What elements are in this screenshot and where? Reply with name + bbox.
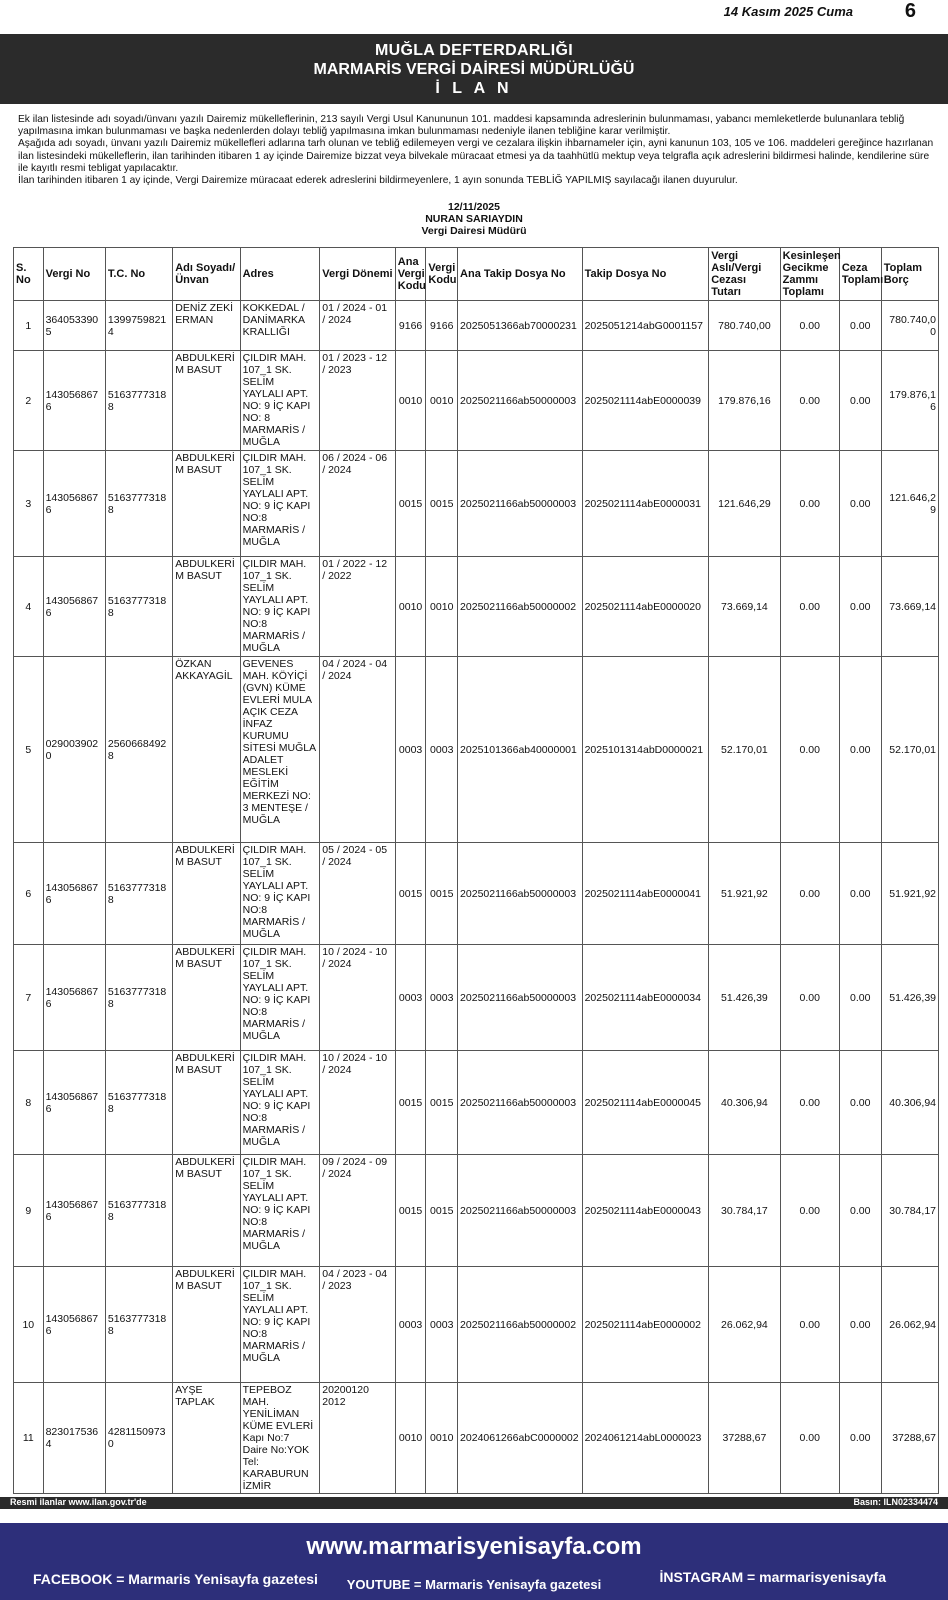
facebook-text: FACEBOOK = Marmaris Yenisayfa gazetesi — [33, 1571, 318, 1587]
cell-ceza: 0.00 — [839, 1267, 881, 1383]
cell-atd: 2025021166ab50000002 — [458, 557, 583, 657]
cell-tc: 13997598214 — [105, 301, 172, 351]
cell-sno: 11 — [14, 1383, 44, 1494]
cell-vno: 1430568676 — [43, 451, 105, 557]
cell-per: 01 / 2023 - 12 / 2023 — [320, 351, 396, 451]
cell-sno: 4 — [14, 557, 44, 657]
cell-tutar: 51.921,92 — [709, 843, 780, 945]
cell-addr: ÇILDIR MAH. 107_1 SK. SELİM YAYLALI APT. NO: 9 İÇ KAPI NO:8 MARMARİS / MUĞLA — [240, 843, 320, 945]
cell-top: 51.426,39 — [881, 945, 938, 1051]
cell-ana: 0015 — [395, 1051, 426, 1155]
cell-atd: 2025021166ab50000002 — [458, 1267, 583, 1383]
newspaper-ad-bar — [0, 1523, 948, 1600]
footer-strip — [0, 1497, 948, 1509]
cell-name: ABDULKERİM BASUT — [173, 945, 240, 1051]
cell-per: 10 / 2024 - 10 / 2024 — [320, 945, 396, 1051]
cell-top: 73.669,14 — [881, 557, 938, 657]
cell-addr: ÇILDIR MAH. 107_1 SK. SELİM YAYLALI APT. NO: 9 İÇ KAPI NO:8 MARMARİS / MUĞLA — [240, 1155, 320, 1267]
banner-line-3: İ L A N — [435, 80, 513, 97]
cell-ceza: 0.00 — [839, 1383, 881, 1494]
cell-per: 05 / 2024 - 05 / 2024 — [320, 843, 396, 945]
cell-tc: 51637773188 — [105, 843, 172, 945]
cell-kod: 0010 — [426, 557, 458, 657]
cell-ana: 0010 — [395, 557, 426, 657]
cell-sno: 6 — [14, 843, 44, 945]
cell-gz: 0.00 — [780, 451, 839, 557]
table-row — [14, 1051, 939, 1155]
cell-ana: 0010 — [395, 351, 426, 451]
column-header: Kesinleşen Gecikme Zammı Toplamı — [780, 248, 839, 301]
cell-ana: 9166 — [395, 301, 426, 351]
table-row — [14, 351, 939, 451]
cell-addr: GEVENES MAH. KÖYİÇİ (GVN) KÜME EVLERİ MULA AÇIK CEZA İNFAZ KURUMU SİTESİ MUĞLA ADALET MESLEKİ EĞİTİM MERKEZİ NO: 3 MENTEŞE / MUĞLA — [240, 657, 320, 843]
cell-sno: 8 — [14, 1051, 44, 1155]
notice-intro — [18, 114, 938, 187]
cell-atd: 2025021166ab50000003 — [458, 945, 583, 1051]
column-header: Adı Soyadı/ Ünvan — [173, 248, 240, 301]
cell-ceza: 0.00 — [839, 657, 881, 843]
cell-per: 04 / 2024 - 04 / 2024 — [320, 657, 396, 843]
cell-ceza: 0.00 — [839, 1155, 881, 1267]
table-row — [14, 557, 939, 657]
cell-kod: 9166 — [426, 301, 458, 351]
column-header: Adres — [240, 248, 320, 301]
cell-td: 2025021114abE0000045 — [582, 1051, 709, 1155]
cell-td: 2025051214abG0001157 — [582, 301, 709, 351]
cell-kod: 0015 — [426, 1051, 458, 1155]
cell-ana: 0003 — [395, 945, 426, 1051]
intro-paragraph-1: Ek ilan listesinde adı soyadı/ünvanı yazılı Dairemiz mükelleflerinin, 213 sayılı Vergi Usul Kanununun 101. maddesi kapsamında adreslerinin bulunmaması, yabancı memleketlerde bulunanlara tebliğ yapılmasına imkan bulunmaması ve başka nedenlerden dolayı tebliğ yapılmasına imkan bulunmaması nedeniyle ilanen tebliğine karar verilmiştir. — [18, 114, 905, 138]
table-row — [14, 945, 939, 1051]
page-number: 6 — [904, 0, 916, 22]
cell-td: 2025021114abE0000020 — [582, 557, 709, 657]
cell-vno: 1430568676 — [43, 351, 105, 451]
table-row — [14, 1383, 939, 1494]
table-row — [14, 657, 939, 843]
cell-tutar: 73.669,14 — [709, 557, 780, 657]
cell-addr: KOKKEDAL / DANİMARKA KRALLIĞI — [240, 301, 320, 351]
cell-sno: 2 — [14, 351, 44, 451]
cell-gz: 0.00 — [780, 1383, 839, 1494]
cell-top: 51.921,92 — [881, 843, 938, 945]
cell-name: AYŞE TAPLAK — [173, 1383, 240, 1494]
cell-atd: 2025021166ab50000003 — [458, 451, 583, 557]
cell-kod: 0015 — [426, 451, 458, 557]
cell-tc: 51637773188 — [105, 1267, 172, 1383]
cell-name: ABDULKERİM BASUT — [173, 1267, 240, 1383]
official-notice-link[interactable]: Resmi ilanlar www.ilan.gov.tr'de — [10, 1497, 147, 1507]
cell-top: 26.062,94 — [881, 1267, 938, 1383]
cell-gz: 0.00 — [780, 301, 839, 351]
issue-date: 14 Kasım 2025 Cuma — [723, 4, 853, 19]
cell-tc: 51637773188 — [105, 945, 172, 1051]
cell-ana: 0003 — [395, 1267, 426, 1383]
column-header: Toplam Borç — [881, 248, 938, 301]
cell-gz: 0.00 — [780, 557, 839, 657]
cell-ceza: 0.00 — [839, 351, 881, 451]
column-header: Vergi No — [43, 248, 105, 301]
cell-gz: 0.00 — [780, 351, 839, 451]
page-header — [0, 0, 948, 34]
cell-atd: 2025101366ab40000001 — [458, 657, 583, 843]
cell-atd: 2025021166ab50000003 — [458, 351, 583, 451]
cell-td: 2025021114abE0000043 — [582, 1155, 709, 1267]
cell-name: ÖZKAN AKKAYAGİL — [173, 657, 240, 843]
cell-atd: 2025021166ab50000003 — [458, 1051, 583, 1155]
cell-sno: 5 — [14, 657, 44, 843]
cell-tutar: 179.876,16 — [709, 351, 780, 451]
youtube-text: YOUTUBE = Marmaris Yenisayfa gazetesi — [346, 1577, 602, 1592]
cell-ana: 0010 — [395, 1383, 426, 1494]
cell-ceza: 0.00 — [839, 843, 881, 945]
cell-per: 01 / 2024 - 01 / 2024 — [320, 301, 396, 351]
cell-td: 2024061214abL0000023 — [582, 1383, 709, 1494]
cell-gz: 0.00 — [780, 1267, 839, 1383]
column-header: S. No — [14, 248, 44, 301]
cell-vno: 1430568676 — [43, 1155, 105, 1267]
cell-name: ABDULKERİM BASUT — [173, 451, 240, 557]
cell-top: 40.306,94 — [881, 1051, 938, 1155]
cell-kod: 0003 — [426, 945, 458, 1051]
cell-gz: 0.00 — [780, 843, 839, 945]
cell-kod: 0010 — [426, 1383, 458, 1494]
cell-addr: ÇILDIR MAH. 107_1 SK. SELİM YAYLALI APT. NO: 9 İÇ KAPI NO:8 MARMARİS / MUĞLA — [240, 1051, 320, 1155]
cell-tc: 51637773188 — [105, 1155, 172, 1267]
cell-ana: 0015 — [395, 451, 426, 557]
cell-addr: ÇILDIR MAH. 107_1 SK. SELİM YAYLALI APT. NO: 9 İÇ KAPI NO:8 MARMARİS / MUĞLA — [240, 557, 320, 657]
cell-top: 52.170,01 — [881, 657, 938, 843]
cell-tc: 51637773188 — [105, 1051, 172, 1155]
cell-ana: 0015 — [395, 1155, 426, 1267]
cell-vno: 3640533905 — [43, 301, 105, 351]
column-header: Takip Dosya No — [582, 248, 709, 301]
cell-tutar: 26.062,94 — [709, 1267, 780, 1383]
cell-tc: 51637773188 — [105, 557, 172, 657]
banner-line-1: MUĞLA DEFTERDARLIĞI — [375, 42, 573, 59]
column-header: Vergi Aslı/Vergi Cezası Tutarı — [709, 248, 780, 301]
cell-tutar: 30.784,17 — [709, 1155, 780, 1267]
cell-sno: 7 — [14, 945, 44, 1051]
cell-per: 10 / 2024 - 10 / 2024 — [320, 1051, 396, 1155]
table-body — [14, 301, 939, 1494]
cell-td: 2025021114abE0000002 — [582, 1267, 709, 1383]
column-header: T.C. No — [105, 248, 172, 301]
cell-per: 09 / 2024 - 09 / 2024 — [320, 1155, 396, 1267]
cell-addr: ÇILDIR MAH. 107_1 SK. SELİM YAYLALI APT. NO: 9 İÇ KAPI NO:8 MARMARİS / MUĞLA — [240, 1267, 320, 1383]
cell-kod: 0015 — [426, 1155, 458, 1267]
table-row — [14, 843, 939, 945]
cell-ceza: 0.00 — [839, 945, 881, 1051]
taxpayer-table — [13, 247, 939, 1494]
cell-td: 2025021114abE0000039 — [582, 351, 709, 451]
cell-kod: 0003 — [426, 1267, 458, 1383]
table-row — [14, 451, 939, 557]
cell-gz: 0.00 — [780, 945, 839, 1051]
cell-tutar: 121.646,29 — [709, 451, 780, 557]
cell-atd: 2025051366ab70000231 — [458, 301, 583, 351]
cell-addr: ÇILDIR MAH. 107_1 SK. SELİM YAYLALI APT. NO: 9 İÇ KAPI NO:8 MARMARİS / MUĞLA — [240, 451, 320, 557]
table-row — [14, 1267, 939, 1383]
cell-top: 179.876,16 — [881, 351, 938, 451]
cell-name: ABDULKERİM BASUT — [173, 1155, 240, 1267]
cell-vno: 1430568676 — [43, 1267, 105, 1383]
cell-ceza: 0.00 — [839, 301, 881, 351]
cell-atd: 2025021166ab50000003 — [458, 843, 583, 945]
cell-top: 37288,67 — [881, 1383, 938, 1494]
cell-top: 780.740,00 — [881, 301, 938, 351]
cell-per: 20200120 2012 — [320, 1383, 396, 1494]
taxpayer-table-wrapper — [13, 247, 939, 1494]
cell-sno: 1 — [14, 301, 44, 351]
cell-name: ABDULKERİM BASUT — [173, 1051, 240, 1155]
cell-gz: 0.00 — [780, 1155, 839, 1267]
table-row — [14, 301, 939, 351]
cell-tc: 51637773188 — [105, 351, 172, 451]
cell-name: ABDULKERİM BASUT — [173, 351, 240, 451]
cell-td: 2025101314abD0000021 — [582, 657, 709, 843]
cell-kod: 0003 — [426, 657, 458, 843]
cell-per: 06 / 2024 - 06 / 2024 — [320, 451, 396, 557]
instagram-text: İNSTAGRAM = marmarisyenisayfa — [659, 1569, 886, 1585]
signature-block — [0, 201, 948, 237]
cell-td: 2025021114abE0000041 — [582, 843, 709, 945]
cell-tc: 51637773188 — [105, 451, 172, 557]
cell-tc: 25606684928 — [105, 657, 172, 843]
cell-vno: 1430568676 — [43, 843, 105, 945]
cell-td: 2025021114abE0000031 — [582, 451, 709, 557]
table-row — [14, 1155, 939, 1267]
cell-per: 04 / 2023 - 04 / 2023 — [320, 1267, 396, 1383]
cell-vno: 1430568676 — [43, 1051, 105, 1155]
cell-kod: 0015 — [426, 843, 458, 945]
cell-tutar: 52.170,01 — [709, 657, 780, 843]
website-link[interactable]: www.marmarisyenisayfa.com — [306, 1533, 642, 1560]
column-header: Ceza Toplamı — [839, 248, 881, 301]
cell-td: 2025021114abE0000034 — [582, 945, 709, 1051]
cell-tutar: 780.740,00 — [709, 301, 780, 351]
cell-addr: ÇILDIR MAH. 107_1 SK. SELİM YAYLALI APT. NO: 9 İÇ KAPI NO: 8 MARMARİS / MUĞLA — [240, 351, 320, 451]
cell-vno: 8230175364 — [43, 1383, 105, 1494]
signature-date: 12/11/2025 — [448, 201, 500, 213]
notice-banner — [0, 34, 948, 104]
column-header: Vergi Kodu — [426, 248, 458, 301]
cell-sno: 9 — [14, 1155, 44, 1267]
press-code: Basın: ILN02334474 — [853, 1497, 938, 1507]
cell-addr: TEPEBOZ MAH. YENİLİMAN KÜME EVLERİ Kapı No:7 Daire No:YOK Tel: KARABURUN İZMİR — [240, 1383, 320, 1494]
cell-name: ABDULKERİM BASUT — [173, 557, 240, 657]
cell-vno: 1430568676 — [43, 557, 105, 657]
column-header: Vergi Dönemi — [320, 248, 396, 301]
cell-atd: 2024061266abC0000002 — [458, 1383, 583, 1494]
table-header-row — [14, 248, 939, 301]
cell-sno: 3 — [14, 451, 44, 557]
cell-name: DENİZ ZEKİ ERMAN — [173, 301, 240, 351]
cell-ceza: 0.00 — [839, 557, 881, 657]
cell-addr: ÇILDIR MAH. 107_1 SK. SELİM YAYLALI APT. NO: 9 İÇ KAPI NO:8 MARMARİS / MUĞLA — [240, 945, 320, 1051]
cell-atd: 2025021166ab50000003 — [458, 1155, 583, 1267]
cell-tutar: 37288,67 — [709, 1383, 780, 1494]
cell-kod: 0010 — [426, 351, 458, 451]
cell-top: 121.646,29 — [881, 451, 938, 557]
signature-name: NURAN SARIAYDIN — [425, 213, 523, 225]
cell-gz: 0.00 — [780, 1051, 839, 1155]
cell-tutar: 51.426,39 — [709, 945, 780, 1051]
column-header: Ana Vergi Kodu — [395, 248, 426, 301]
intro-paragraph-3: İlan tarihinden itibaren 1 ay içinde, Vergi Dairemize müracaat ederek adreslerini bildirmeyenlere, 1 ayın sonunda TEBLİĞ YAPILMIŞ sayılacağı ilanen duyurulur. — [18, 175, 738, 187]
cell-vno: 1430568676 — [43, 945, 105, 1051]
cell-gz: 0.00 — [780, 657, 839, 843]
cell-sno: 10 — [14, 1267, 44, 1383]
cell-vno: 0290039020 — [43, 657, 105, 843]
cell-per: 01 / 2022 - 12 / 2022 — [320, 557, 396, 657]
cell-name: ABDULKERİM BASUT — [173, 843, 240, 945]
cell-ana: 0015 — [395, 843, 426, 945]
signature-title: Vergi Dairesi Müdürü — [421, 225, 527, 237]
cell-top: 30.784,17 — [881, 1155, 938, 1267]
banner-line-2: MARMARİS VERGİ DAİRESİ MÜDÜRLÜĞÜ — [313, 61, 635, 78]
column-header: Ana Takip Dosya No — [458, 248, 583, 301]
cell-tc: 42811509730 — [105, 1383, 172, 1494]
cell-tutar: 40.306,94 — [709, 1051, 780, 1155]
cell-ceza: 0.00 — [839, 1051, 881, 1155]
cell-ana: 0003 — [395, 657, 426, 843]
cell-ceza: 0.00 — [839, 451, 881, 557]
intro-paragraph-2: Aşağıda adı soyadı, ünvanı yazılı Dairemiz mükellefleri adlarına tarh olunan ve tebliğ edilemeyen vergi ve cezalara ilişkin ihbarnameler için, ayni kanunun 103, 105 ve 106. maddeleri gereğince hazırlanan ilan listesindeki mükelleflerin, ilan tarihinden itibaren 1 ay içinde Dairemize bizzat veya bilvekale müracaat etmesi ya da taahhütlü mektup veya telgrafla açık adreslerini bildirmesi halinde, kendilerine süre ile kayıtlı resmi tebligat yapılacaktır. — [18, 138, 934, 174]
